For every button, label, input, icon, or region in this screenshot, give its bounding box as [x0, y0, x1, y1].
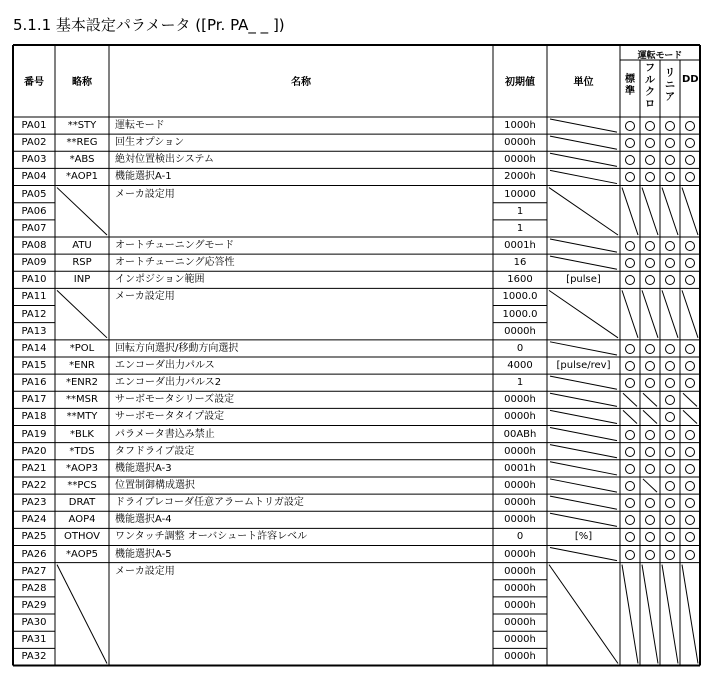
page-title: 5.1.1 基本設定パラメータ ([Pr. PA_ _ ]) [13, 16, 285, 34]
param-initial: 0000h [504, 137, 536, 149]
param-no: PA01 [21, 120, 47, 131]
mode-supported-mark [665, 121, 675, 131]
mode-supported-mark [645, 241, 655, 251]
param-no: PA12 [21, 308, 47, 320]
header-mode-dd: DD [682, 74, 699, 85]
header-name: 名称 [291, 77, 311, 88]
mode-supported-mark [645, 361, 655, 371]
param-symbol: *ENR [69, 359, 95, 371]
mode-empty-slash [662, 565, 678, 664]
param-name: ワンタッチ調整 オーバシュート許容レベル [115, 531, 308, 543]
mode-supported-mark [625, 550, 635, 560]
mode-empty-slash [662, 188, 678, 235]
param-initial: 0000h [504, 479, 536, 491]
unit-empty-slash [550, 393, 617, 406]
param-no: PA11 [21, 291, 47, 303]
mode-supported-mark [645, 550, 655, 560]
param-name: 運転モード [115, 120, 165, 131]
param-no: PA27 [21, 565, 47, 577]
param-initial: 0000h [504, 514, 536, 526]
param-no: PA16 [21, 377, 47, 389]
header-mode-std: 標準 [625, 74, 635, 97]
mode-empty-slash [642, 565, 658, 664]
param-no: PA18 [21, 411, 47, 423]
unit-empty-slash [549, 290, 618, 337]
param-symbol: **MSR [66, 394, 98, 406]
mode-empty-slash [643, 410, 657, 423]
param-no: PA09 [21, 257, 47, 269]
param-name: メーカ設定用 [115, 188, 175, 200]
param-symbol: *TDS [69, 445, 95, 457]
param-no: PA21 [21, 462, 47, 474]
mode-supported-mark [665, 481, 675, 491]
param-symbol: *ENR2 [65, 377, 99, 389]
mode-supported-mark [625, 361, 635, 371]
param-no: PA03 [21, 154, 47, 166]
param-initial: 4000 [507, 359, 533, 371]
param-no: PA05 [21, 188, 47, 200]
header-mode-fc: フルクロ [645, 63, 655, 110]
param-unit: [%] [574, 531, 593, 543]
param-initial: 0 [516, 531, 524, 543]
unit-empty-slash [550, 376, 617, 389]
unit-empty-slash [550, 342, 617, 355]
param-name: 機能選択A-1 [115, 171, 172, 183]
param-name: 絶対位置検出システム [115, 154, 214, 166]
unit-empty-slash [549, 188, 618, 235]
param-initial: 0000h [504, 497, 536, 509]
param-name: ドライブレコーダ任意アラームトリガ設定 [115, 497, 304, 509]
unit-empty-slash [550, 136, 617, 149]
param-symbol: **REG [66, 137, 98, 149]
param-no: PA06 [21, 205, 47, 217]
param-initial: 1000.0 [502, 308, 538, 320]
mode-empty-slash [682, 290, 698, 337]
unit-empty-slash [550, 445, 617, 458]
param-no: PA22 [21, 479, 47, 491]
param-name: 機能選択A-3 [115, 462, 172, 474]
unit-empty-slash [550, 256, 617, 269]
mode-supported-mark [685, 361, 695, 371]
symbol-empty-slash [57, 290, 107, 337]
param-no: PA32 [21, 651, 47, 663]
mode-supported-mark [685, 241, 695, 251]
param-no: PA28 [21, 582, 47, 594]
param-symbol: ATU [72, 239, 92, 251]
mode-empty-slash [643, 393, 657, 406]
unit-empty-slash [550, 153, 617, 166]
param-symbol: *BLK [70, 428, 94, 440]
param-name: サーボモータシリーズ設定 [115, 394, 235, 406]
param-name: インポジション範囲 [115, 274, 205, 286]
param-name: エンコーダ出力パルス [115, 359, 215, 371]
param-name: パラメータ書込み禁止 [115, 428, 215, 440]
unit-empty-slash [550, 548, 617, 561]
mode-empty-slash [682, 565, 698, 664]
mode-empty-slash [642, 188, 658, 235]
param-symbol: OTHOV [63, 531, 101, 543]
param-no: PA07 [21, 222, 47, 234]
mode-empty-slash [682, 188, 698, 235]
unit-empty-slash [550, 170, 617, 183]
param-initial: 0000h [504, 154, 536, 166]
unit-empty-slash [550, 496, 617, 509]
param-symbol: *AOP1 [66, 171, 98, 183]
param-no: PA14 [21, 342, 47, 354]
mode-supported-mark [685, 447, 695, 457]
param-no: PA15 [21, 359, 47, 371]
mode-empty-slash [623, 393, 637, 406]
mode-supported-mark [645, 344, 655, 354]
param-initial: 1000h [504, 120, 536, 131]
param-initial: 16 [513, 257, 527, 269]
mode-supported-mark [625, 241, 635, 251]
mode-supported-mark [685, 481, 695, 491]
param-initial: 00ABh [503, 428, 537, 440]
param-unit: [pulse/rev] [556, 359, 611, 371]
param-initial: 0 [516, 342, 524, 354]
header-mode-group: 運転モード [637, 51, 683, 61]
mode-empty-slash [643, 479, 657, 492]
param-no: PA17 [21, 394, 47, 406]
param-no: PA31 [21, 634, 47, 646]
mode-supported-mark [625, 344, 635, 354]
mode-supported-mark [665, 550, 675, 560]
param-no: PA30 [21, 617, 47, 629]
param-initial: 0000h [504, 651, 536, 663]
symbol-empty-slash [57, 565, 107, 664]
mode-supported-mark [625, 430, 635, 440]
param-name: 回生オプション [115, 137, 185, 149]
param-symbol: **PCS [67, 479, 97, 491]
param-initial: 1 [516, 205, 524, 217]
mode-supported-mark [645, 447, 655, 457]
param-no: PA10 [21, 274, 47, 286]
param-name: 回転方向選択/移動方向選択 [115, 342, 239, 354]
unit-empty-slash [550, 428, 617, 441]
param-name: メーカ設定用 [115, 291, 175, 303]
mode-supported-mark [665, 241, 675, 251]
param-no: PA20 [21, 445, 47, 457]
param-name: 機能選択A-4 [115, 514, 172, 526]
mode-empty-slash [622, 290, 638, 337]
mode-supported-mark [645, 430, 655, 440]
mode-empty-slash [622, 565, 638, 664]
param-initial: 0001h [504, 462, 536, 474]
param-initial: 0000h [504, 394, 536, 406]
mode-supported-mark [625, 464, 635, 474]
param-name: エンコーダ出力パルス2 [115, 377, 222, 389]
mode-empty-slash [683, 393, 697, 406]
param-initial: 1000.0 [502, 291, 538, 303]
mode-supported-mark [665, 447, 675, 457]
unit-empty-slash [550, 479, 617, 492]
param-initial: 1600 [507, 274, 533, 286]
header-unit: 単位 [573, 77, 594, 88]
unit-empty-slash [550, 513, 617, 526]
param-symbol: *AOP3 [66, 462, 98, 474]
header-mode-lin: リニア [665, 68, 675, 103]
param-no: PA04 [21, 171, 47, 183]
mode-empty-slash [622, 188, 638, 235]
param-symbol: RSP [72, 257, 92, 269]
param-no: PA13 [21, 325, 47, 337]
mode-supported-mark [645, 121, 655, 131]
mode-empty-slash [662, 290, 678, 337]
unit-empty-slash [550, 462, 617, 475]
param-initial: 0000h [504, 325, 536, 337]
mode-empty-slash [683, 410, 697, 423]
unit-empty-slash [550, 410, 617, 423]
symbol-empty-slash [57, 188, 107, 235]
param-name: オートチューニング応答性 [115, 257, 235, 269]
param-initial: 0000h [504, 548, 536, 560]
param-no: PA02 [21, 137, 47, 149]
param-name: サーボモータタイプ設定 [115, 411, 225, 423]
header-initial: 初期値 [505, 77, 535, 88]
unit-empty-slash [550, 239, 617, 252]
mode-supported-mark [625, 121, 635, 131]
mode-empty-slash [642, 290, 658, 337]
param-symbol: *POL [69, 342, 95, 354]
param-no: PA08 [21, 239, 47, 251]
param-initial: 0000h [504, 634, 536, 646]
param-name: メーカ設定用 [115, 565, 175, 577]
param-no: PA24 [21, 514, 47, 526]
param-initial: 0000h [504, 565, 536, 577]
param-symbol: INP [73, 274, 91, 286]
mode-supported-mark [685, 430, 695, 440]
mode-supported-mark [625, 447, 635, 457]
mode-supported-mark [625, 481, 635, 491]
param-name: 位置制御構成選択 [115, 479, 195, 491]
param-initial: 2000h [504, 171, 536, 183]
param-initial: 1 [516, 222, 524, 234]
mode-supported-mark [645, 464, 655, 474]
param-symbol: *AOP5 [66, 548, 98, 560]
param-no: PA26 [21, 548, 47, 560]
param-symbol: **STY [67, 120, 97, 131]
param-no: PA29 [21, 599, 47, 611]
param-initial: 0000h [504, 599, 536, 611]
unit-empty-slash [550, 119, 617, 132]
unit-empty-slash [549, 565, 618, 664]
header-no: 番号 [24, 77, 44, 88]
param-initial: 0000h [504, 411, 536, 423]
mode-empty-slash [623, 410, 637, 423]
mode-supported-mark [685, 344, 695, 354]
param-symbol: AOP4 [68, 514, 96, 526]
param-symbol: *ABS [69, 154, 95, 166]
mode-supported-mark [685, 550, 695, 560]
param-initial: 10000 [504, 188, 536, 200]
param-name: オートチューニングモード [115, 239, 235, 251]
param-name: 機能選択A-5 [115, 548, 172, 560]
param-name: タフドライブ設定 [115, 445, 195, 457]
param-symbol: DRAT [68, 497, 96, 509]
param-no: PA25 [21, 531, 47, 543]
param-initial: 0001h [504, 239, 536, 251]
param-symbol: **MTY [66, 411, 98, 423]
param-no: PA23 [21, 497, 47, 509]
mode-supported-mark [685, 464, 695, 474]
param-initial: 1 [516, 377, 524, 389]
param-no: PA19 [21, 428, 47, 440]
param-initial: 0000h [504, 582, 536, 594]
header-symbol: 略称 [72, 77, 92, 88]
mode-supported-mark [665, 464, 675, 474]
param-initial: 0000h [504, 445, 536, 457]
mode-supported-mark [665, 344, 675, 354]
param-initial: 0000h [504, 617, 536, 629]
mode-supported-mark [665, 361, 675, 371]
mode-supported-mark [685, 121, 695, 131]
mode-supported-mark [665, 430, 675, 440]
param-unit: [pulse] [566, 274, 601, 286]
